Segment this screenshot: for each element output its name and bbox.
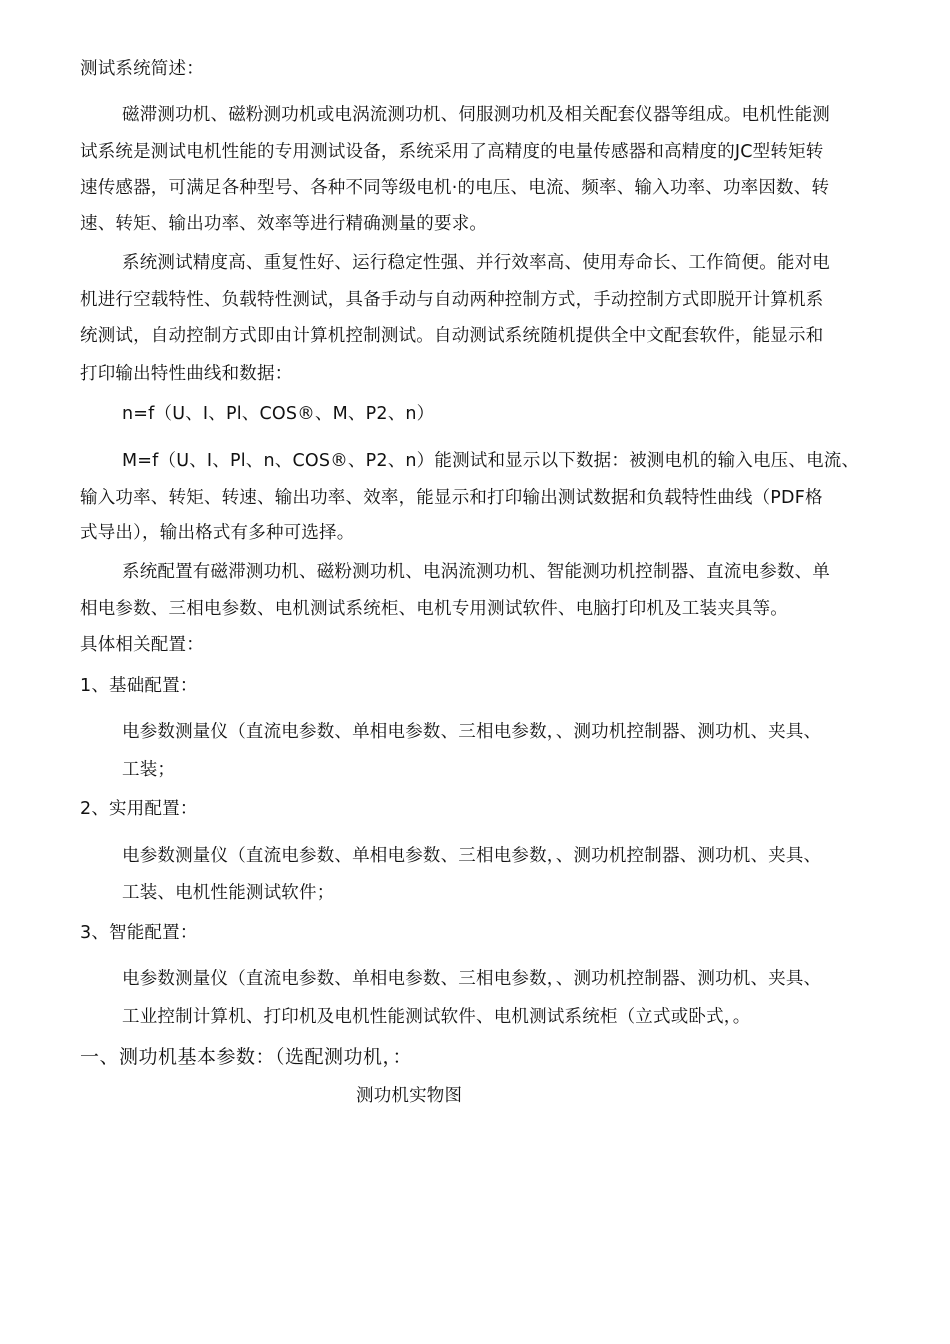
- formula-n: n=f（U、I、Pl、COS®、M、P2、n）: [122, 404, 435, 424]
- features-line-3: 统测试，自动控制方式即由计算机控制测试。自动测试系统随机提供全中文配套软件，能显示和: [80, 326, 824, 346]
- photo-caption: 测功机实物图: [356, 1086, 463, 1106]
- intro-line-1: 磁滞测功机、磁粉测功机或电涡流测功机、伺服测功机及相关配套仪器等组成。电机性能测: [122, 105, 830, 125]
- config-title: 具体相关配置：: [80, 635, 204, 655]
- smart-config-line-1: 电参数测量仪（直流电参数、单相电参数、三相电参数，、测功机控制器、测功机、夹具、: [122, 969, 822, 989]
- section-title: 测试系统简述：: [80, 59, 204, 79]
- config-line-2: 相电参数、三相电参数、电机测试系统柜、电机专用测试软件、电脑打印机及工装夹具等。: [80, 599, 788, 619]
- practical-config-line-1: 电参数测量仪（直流电参数、单相电参数、三相电参数，、测功机控制器、测功机、夹具、: [122, 846, 822, 866]
- basic-config-line-1: 电参数测量仪（直流电参数、单相电参数、三相电参数，、测功机控制器、测功机、夹具、: [122, 722, 822, 742]
- formula-m-line-3: 式导出），输出格式有多种可选择。: [80, 523, 355, 543]
- basic-config-line-2: 工装；: [122, 760, 176, 780]
- features-line-4: 打印输出特性曲线和数据：: [80, 364, 293, 384]
- practical-config-line-2: 工装、电机性能测试软件；: [122, 883, 335, 903]
- formula-m-line-1: M=f（U、I、Pl、n、COS®、P2、n）能测试和显示以下数据：被测电机的输入电压、电流、: [122, 451, 860, 471]
- smart-config-line-2: 工业控制计算机、打印机及电机性能测试软件、电机测试系统柜（立式或卧式，。: [122, 1007, 751, 1027]
- practical-config-title: 2、实用配置：: [80, 799, 198, 819]
- features-line-1: 系统测试精度高、重复性好、运行稳定性强、并行效率高、使用寿命长、工作简便。能对电: [122, 253, 830, 273]
- basic-config-title: 1、基础配置：: [80, 676, 198, 696]
- dyno-heading: 一、测功机基本参数：（选配测功机，：: [80, 1046, 413, 1068]
- config-line-1: 系统配置有磁滞测功机、磁粉测功机、电涡流测功机、智能测功机控制器、直流电参数、单: [122, 562, 830, 582]
- intro-line-3: 速传感器，可满足各种型号、各种不同等级电机·的电压、电流、频率、输入功率、功率因数、转: [80, 178, 830, 198]
- intro-line-2: 试系统是测试电机性能的专用测试设备，系统采用了高精度的电量传感器和高精度的JC型转矩转: [80, 142, 824, 162]
- smart-config-title: 3、智能配置：: [80, 923, 198, 943]
- formula-m-line-2: 输入功率、转矩、转速、输出功率、效率，能显示和打印输出测试数据和负载特性曲线（PDF格: [80, 488, 823, 508]
- intro-line-4: 速、转矩、输出功率、效率等进行精确测量的要求。: [80, 214, 488, 234]
- features-line-2: 机进行空载特性、负载特性测试，具备手动与自动两种控制方式，手动控制方式即脱开计算机系: [80, 290, 824, 310]
